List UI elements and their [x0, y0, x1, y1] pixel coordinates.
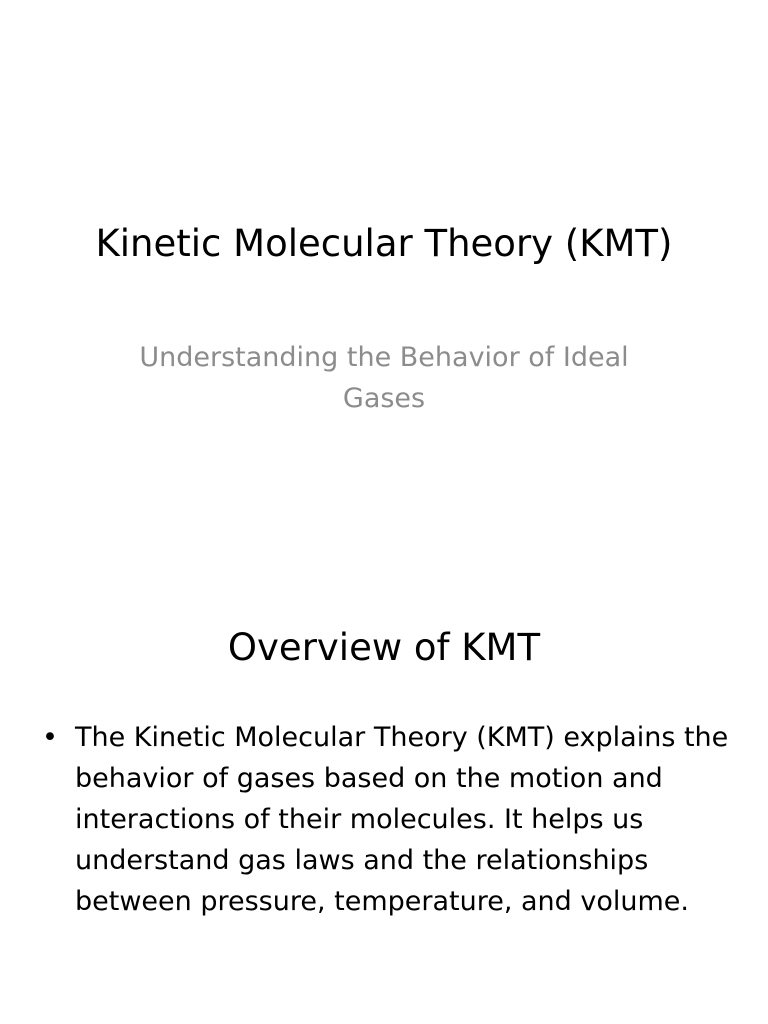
bullet-icon: •	[42, 722, 58, 753]
bullet-text: The Kinetic Molecular Theory (KMT) explains the behavior of gases based on the motion and interactions of their molecules. It helps us understand gas laws and the relationships between pressure, temperature, and volume.	[75, 722, 729, 917]
slide-subtitle: Understanding the Behavior of Ideal Gases	[139, 342, 629, 414]
bullet-item	[40, 717, 730, 922]
slide-title-heading: Kinetic Molecular Theory (KMT)	[95, 222, 673, 265]
bullet-list	[40, 717, 730, 922]
slide-overview	[0, 576, 768, 1024]
slide-overview-heading: Overview of KMT	[227, 626, 541, 669]
